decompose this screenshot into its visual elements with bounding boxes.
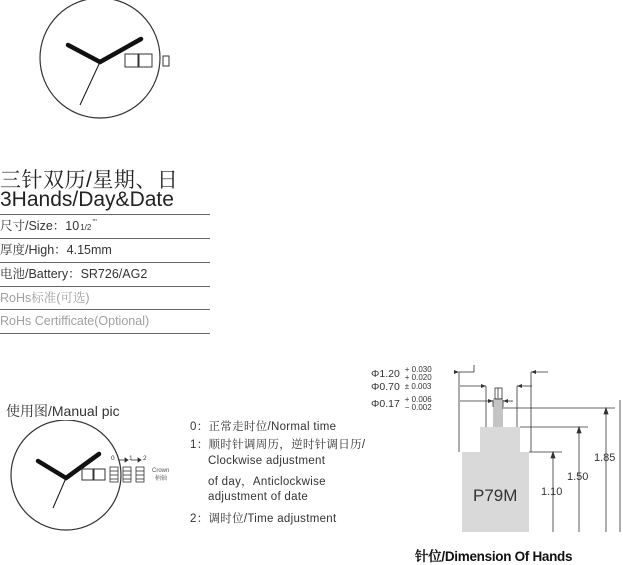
watch-diagram-manual (0, 420, 180, 535)
crown-pos-2: 2 (143, 455, 147, 462)
instruction-1-en-b: of day，Anticlockwise (208, 476, 326, 488)
dim-spec-3-tol-bottom: − 0.002 (404, 403, 432, 412)
crown-label-cn: 柄轴 (155, 476, 168, 482)
spec-rohs-en: RoHs Certifficate(Optional) (0, 309, 210, 334)
instruction-1-en-c: adjustment of date (208, 491, 309, 503)
dim-spec-1 (371, 366, 432, 382)
height-label-2: 1.50 (567, 471, 589, 483)
dim-spec-2 (371, 381, 431, 393)
dim-spec-1-tol-bottom: + 0.020 (404, 373, 432, 382)
second-hand (80, 62, 100, 105)
manual-hour-hand (38, 461, 66, 478)
dim-spec-2-dia: Φ0.70 (371, 381, 400, 393)
watch-diagram-top (0, 0, 200, 120)
manual-pic-label: 使用图/Manual pic (6, 403, 120, 419)
crown-pos-1: 1 (129, 455, 133, 462)
dim-spec-1-tol (405, 366, 432, 382)
instruction-1-en-a: Clockwise adjustment (208, 455, 326, 467)
day-window (125, 54, 138, 67)
second-pin (495, 388, 502, 399)
title-english: 3Hands/Day&Date (0, 188, 174, 211)
manual-day-window (82, 469, 93, 480)
minute-pipe (493, 398, 503, 427)
spec-rohs-cn: RoHs标准(可选) (0, 286, 210, 310)
height-label-1: 1.10 (541, 486, 563, 498)
instruction-0: 0：正常走时位/Normal time (190, 421, 337, 433)
spec-size (0, 214, 210, 238)
dimension-title: 针位/Dimension Of Hands (415, 549, 573, 564)
manual-date-window (94, 469, 105, 480)
dim-spec-3 (371, 396, 432, 412)
instruction-2: 2：调时位/Time adjustment (190, 513, 337, 525)
spec-size-suffix: ''' (92, 218, 97, 227)
movement-model-label: P79M (473, 486, 518, 505)
dim-spec-1-dia: Φ1.20 (371, 367, 400, 380)
title-chinese: 三针双历/星期、日 (0, 169, 179, 192)
crown-icon (163, 56, 169, 66)
height-lines (551, 400, 620, 532)
crown-label-en: Crown (152, 468, 170, 474)
dim-spec-1-tol-top: + 0.030 (404, 365, 432, 374)
crown-stem-icon (110, 467, 144, 482)
crown-pos-0: 0 (111, 455, 115, 462)
dim-spec-3-dia: Φ0.17 (371, 397, 400, 410)
date-window (139, 54, 152, 67)
hand-dimension-diagram (440, 360, 623, 540)
manual-second-hand (53, 478, 66, 508)
spec-high: 厚度/High：4.15mm (0, 238, 210, 262)
hour-hand (68, 45, 100, 62)
dim-spec-3-tol-top: + 0.006 (404, 395, 432, 404)
hour-pipe (480, 427, 520, 452)
dim-spec-2-tol-top: ± 0.003 (404, 382, 432, 392)
dim-spec-3-tol (405, 396, 432, 412)
spec-size-fraction: 1/2 (80, 223, 92, 232)
dim-spec-2-tol (405, 383, 432, 391)
instruction-1: 1：顺时针调周历，逆时针调日历/ (190, 439, 366, 451)
height-label-3: 1.85 (594, 452, 616, 464)
spec-size-prefix: 尺寸/Size：10 (0, 219, 80, 233)
spec-battery: 电池/Battery：SR726/AG2 (0, 262, 210, 286)
